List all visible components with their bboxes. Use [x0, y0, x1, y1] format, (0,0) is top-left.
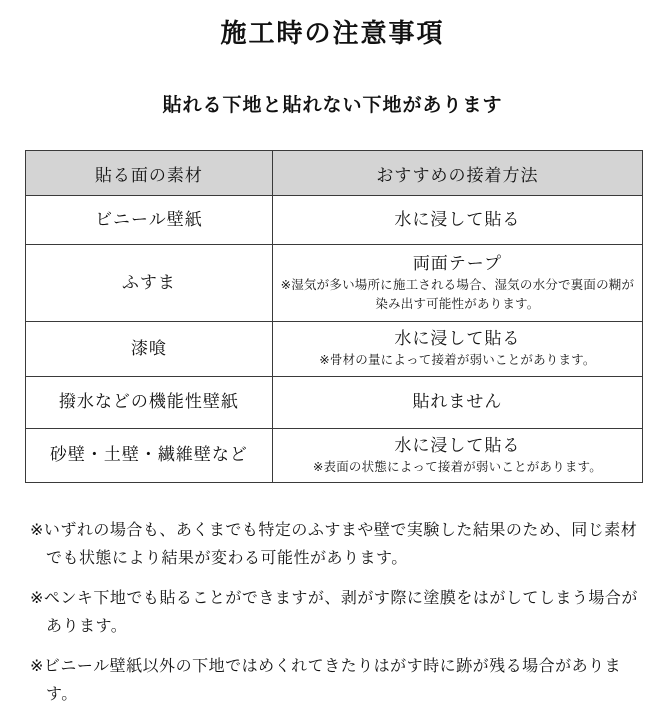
table-row [26, 377, 643, 429]
material-label: ふすま [121, 272, 176, 292]
material-cell [26, 196, 273, 245]
material-label: 砂壁・土壁・繊維壁など [49, 445, 248, 465]
method-cell [272, 322, 642, 377]
method-cell [272, 196, 642, 245]
method-cell [272, 245, 642, 322]
method-note: ※表面の状態によって接着が弱いことがあります。 [312, 459, 602, 474]
method-cell [272, 429, 642, 483]
col-header-material: 貼る面の素材 [26, 151, 273, 196]
method-label: 貼れません [412, 392, 503, 412]
method-label: 両面テープ [412, 253, 502, 273]
page-title: 施工時の注意事項 [220, 19, 445, 48]
table-header-row [26, 151, 643, 196]
method-note: ※骨材の量によって接着が弱いことがあります。 [319, 353, 596, 368]
footnote: ※ペンキ下地でも貼ることができますが、剥がす際に塗膜をはがしてしまう場合があります。 [30, 590, 638, 635]
substrate-adhesion-table [25, 150, 643, 483]
material-cell [26, 245, 273, 322]
footnote: ※いずれの場合も、あくまでも特定のふすまや壁で実験した結果のため、同じ素材でも状態により結果が変わる可能性があります。 [30, 522, 638, 567]
material-label: 撥水などの機能性壁紙 [58, 392, 239, 412]
method-label: 水に浸して貼る [394, 435, 521, 455]
instruction-sheet [0, 13, 665, 703]
method-label: 水に浸して貼る [394, 209, 521, 229]
footnote: ※ビニール壁紙以外の下地ではめくれてきたりはがす時に跡が残る場合があります。 [30, 658, 622, 703]
footnotes-section [30, 517, 640, 708]
material-cell [26, 322, 273, 377]
col-header-method: おすすめの接着方法 [272, 151, 642, 196]
method-label: 水に浸して貼る [394, 329, 521, 349]
material-cell [26, 429, 273, 483]
method-cell [272, 377, 642, 429]
material-cell [26, 377, 273, 429]
material-label: 漆喰 [130, 338, 167, 358]
table-row [26, 429, 643, 483]
material-label: ビニール壁紙 [95, 209, 203, 229]
table-row [26, 245, 643, 322]
table-row [26, 196, 643, 245]
page-subtitle: 貼れる下地と貼れない下地があります [162, 95, 503, 116]
method-note: ※湿気が多い場所に施工される場合、湿気の水分で裏面の糊が染み出す可能性があります。 [280, 277, 635, 311]
table-row [26, 322, 643, 377]
